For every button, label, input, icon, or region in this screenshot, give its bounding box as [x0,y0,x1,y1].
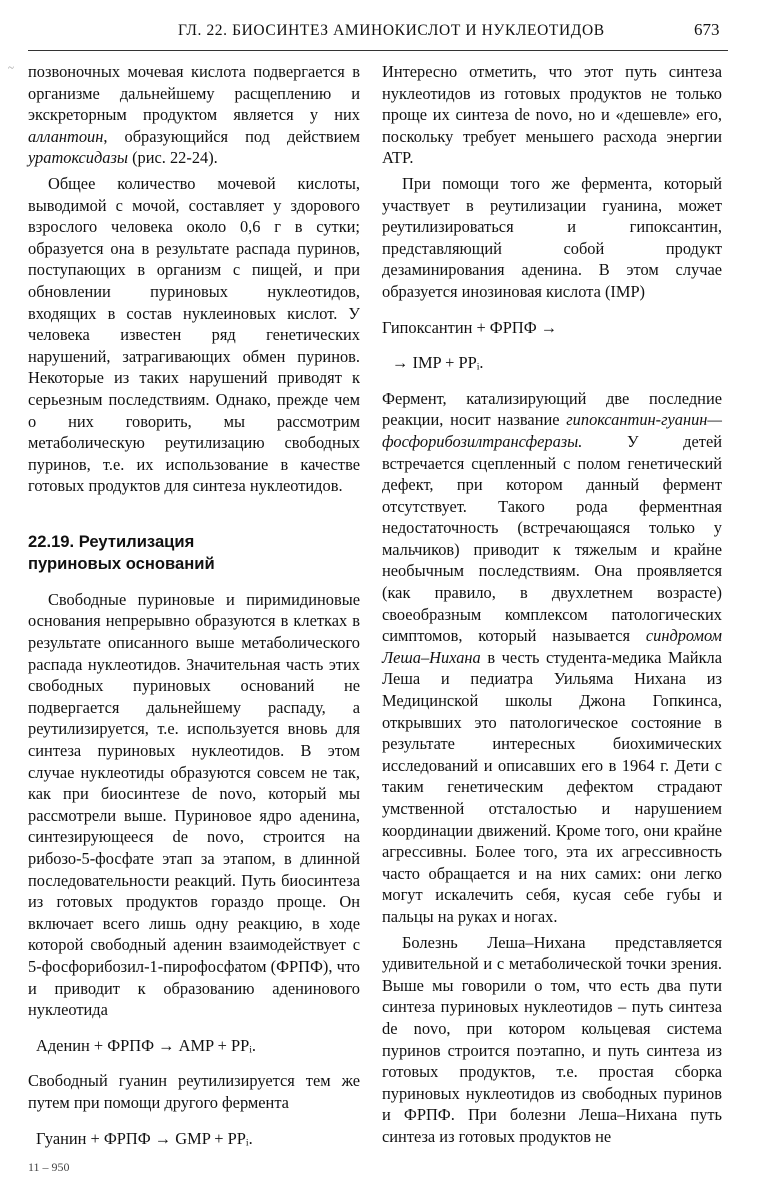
printer-signature: 11 – 950 [28,1160,70,1174]
left-paragraph-4: Свободный гуанин реутилизируется тем же путем при помощи другого фермента [28,1071,360,1112]
right-column [382,61,722,1148]
text-run: позвоночных мочевая кислота подвергается в организме дальнейшему расщеплению и экскреторным продуктом является у них [28,62,360,125]
left-paragraph-1 [28,61,360,169]
right-paragraph-4: Болезнь Леша–Нихана представляется удивительной и с метаболической точки зрения. Выше мы говорили о том, что есть два пути синтеза пуриновых нуклеотидов – путь синтеза de novo, при котором кольцевая система пуринов строится поэтапно, и путь синтеза из готовых продуктов, т.е. простая сборка пуриновых нуклеотидов из свободных пуринов и ФРПФ. При болезни Леша–Нихана путь синтеза из готовых продуктов не [382,932,722,1146]
margin-mark: ~ [8,62,14,74]
text-run: Фермент, катализирующий две последние реакции, носит название [382,388,722,430]
equation-hypoxanthine-line-1: Гипоксантин + ФРПФ → [382,317,558,337]
header-rule [28,50,728,51]
right-paragraph-3 [382,388,722,928]
running-header: ГЛ. 22. БИОСИНТЕЗ АМИНОКИСЛОТ И НУКЛЕОТИДОВ [178,22,605,39]
text-run: (рис. 22-24). [127,148,218,168]
term-uratoxidase: уратоксидазы [28,148,128,168]
text-run: , образующийся под действием [103,126,360,146]
section-heading-line-2: пуриновых оснований [28,553,215,573]
term-allantoin: аллантоин [28,126,104,146]
left-column [28,61,360,1163]
equation-guanine: Гуанин + ФРПФ → GMP + PPᵢ. [36,1128,253,1148]
left-paragraph-3: Свободные пуриновые и пиримидиновые основания непрерывно образуются в клетках в результате описанного выше метаболического распада нуклеотидов. Значительная часть этих свободных пуриновых оснований не подвергается дальнейшему распаду, а реутилизируется, т.е. используется вновь для синтеза пуриновых нуклеотидов. В этом случае нуклеотиды образуются совсем не так, как при биосинтезе de novo, который мы рассмотрели выше. Пуриновое ядро аденина, синтезирующееся de novo, строится на рибозо-5-фосфате этап за этапом, в длинной последовательности реакций. Путь биосинтеза из готовых продуктов гораздо проще. Он включает всего лишь одну реакцию, в ходе которой свободный аденин взаимодействует с 5-фосфорибозил-1-пирофосфатом (ФРПФ), что и приводит к образованию аденинового нуклеотида [28,589,360,1020]
equation-hypoxanthine-line-2: → IMP + PPᵢ. [392,353,484,373]
section-heading-line-1: 22.19. Реутилизация [28,531,195,551]
page-number: 673 [694,20,720,39]
term-hgprt: гипоксантин-гуанин—фосфорибозилтрансферазы. [382,410,722,451]
text-run: в честь студента-медика Майкла Леша и педиатра Уильяма Нихана из Медицинской школы Джона Гопкинса, открывших это патологическое состояние в результате интересных биохимических исследований и описавших его в 1964 г. Дети с таким генетическим дефектом страдают умственной отсталостью и нарушением координации движений. Кроме того, они крайне агрессивны. Более того, эта их агрессивность часто обращается и на них самих: они легко могут искалечить себя, кусая себе губы и пальцы на руках и ногах. [382,647,722,926]
term-lesch-nyhan: синдромом Леша–Нихана [382,626,722,667]
text-run: У детей встречается сцепленный с полом генетический дефект, при котором данный фермент отсутствует. Такого рода ферментная недостаточность (встречающаяся только у мальчиков) приводит к тяжелым и крайне необычным последствиям. Она проявляется (как правило, в двухлетнем возрасте) своеобразным комплексом патологических симптомов, который называется [382,431,722,646]
right-paragraph-1: Интересно отметить, что этот путь синтеза нуклеотидов из готовых продуктов не только проще их синтеза de novo, но и «дешевле» его, поскольку требует меньшего расхода энергии ATP. [382,62,722,168]
left-paragraph-2: Общее количество мочевой кислоты, выводимой с мочой, составляет у здорового взрослого человека около 0,6 г в сутки; образуется она в результате распада пуринов, поступающих в организм с пищей, и при обновлении пуриновых нуклеотидов, входящих в состав нуклеиновых кислот. У человека известен ряд генетических нарушений, затрагивающих обмен пуринов. Некоторые из таких нарушений приводят к серьезным последствиям. Однако, прежде чем о них говорить, мы рассмотрим метаболическую реутилизацию свободных пуринов, т.е. их использование в качестве готовых продуктов для синтеза нуклеотидов. [28,173,360,496]
section-heading [28,531,360,575]
equation-adenine: Аденин + ФРПФ → AMP + PPᵢ. [36,1035,257,1055]
right-paragraph-2: При помощи того же фермента, который участвует в реутилизации гуанина, может реутилизироваться и гипоксантин, представляющий собой продукт дезаминирования аденина. В этом случае образуется инозиновая кислота (IMP) [382,173,722,301]
